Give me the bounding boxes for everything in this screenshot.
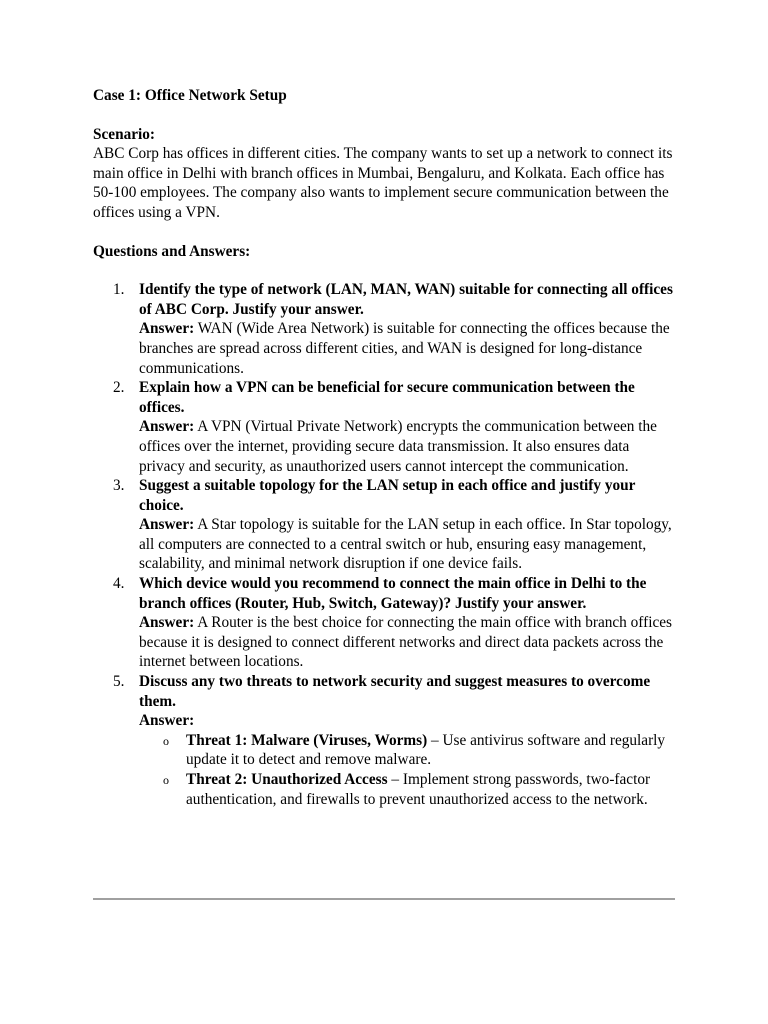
threat-name: Threat 1: Malware (Viruses, Worms) <box>186 731 428 749</box>
bullet-icon: o <box>163 773 169 787</box>
question-number: 3. <box>113 477 125 495</box>
document-body <box>93 86 675 809</box>
question-item-2 <box>93 378 675 476</box>
answer-block <box>139 613 675 672</box>
case-title: Case 1: Office Network Setup <box>93 87 287 104</box>
answer-label: Answer: <box>139 320 195 338</box>
answer-label: Answer: <box>139 614 195 632</box>
question-item-4 <box>93 574 675 672</box>
answer-block <box>139 515 675 574</box>
answer-label: Answer: <box>139 712 195 730</box>
threat-name: Threat 2: Unauthorized Access <box>186 771 388 788</box>
threat-item-1 <box>139 731 675 770</box>
question-number: 2. <box>113 379 125 397</box>
answer-block <box>139 319 675 378</box>
question-text: Which device would you recommend to connect the main office in Delhi to the branch offices (Router, Hub, Switch, Gateway)? Justify your answer. <box>139 575 647 612</box>
question-item-5 <box>93 672 675 809</box>
threat-measure: – Implement strong passwords, two-factor authentication, and firewalls to prevent unauthorized access to the network. <box>186 771 651 808</box>
question-item-3 <box>93 476 675 574</box>
question-number: 1. <box>113 281 125 299</box>
answer-block <box>139 417 675 476</box>
question-item-1 <box>93 280 675 378</box>
bullet-icon: o <box>163 733 169 748</box>
answer-text: A Router is the best choice for connecting the main office with branch offices because it is designed to connect different networks and direct data packets across the internet between locations. <box>139 614 672 671</box>
answer-label: Answer: <box>139 418 195 436</box>
qa-heading: Questions and Answers: <box>93 242 251 260</box>
answer-text: WAN (Wide Area Network) is suitable for connecting the offices because the branches are spread across different cities, and WAN is designed for long-distance communications. <box>139 320 670 377</box>
question-text: Suggest a suitable topology for the LAN setup in each office and justify your choice. <box>139 477 636 514</box>
question-number: 5. <box>113 673 125 691</box>
answer-label: Answer: <box>139 516 195 534</box>
threat-measure: – Use antivirus software and regularly update it to detect and remove malware. <box>186 731 666 769</box>
answer-text: A Star topology is suitable for the LAN setup in each office. In Star topology, all computers are connected to a central switch or hub, ensuring easy management, scalability, and minimal network disruption if one device fails. <box>139 516 672 573</box>
answer-text: A VPN (Virtual Private Network) encrypts the communication between the offices over the internet, providing secure data transmission. It also ensures data privacy and security, as unauthorized users cannot intercept the communication. <box>139 418 657 475</box>
question-number: 4. <box>113 575 125 593</box>
scenario-heading: Scenario: <box>93 125 156 143</box>
threat-item-2 <box>139 770 675 809</box>
question-text: Identify the type of network (LAN, MAN, WAN) suitable for connecting all offices of ABC Corp. Justify your answer. <box>139 281 673 318</box>
question-text: Discuss any two threats to network security and suggest measures to overcome them. <box>139 673 651 710</box>
horizontal-divider <box>93 898 675 900</box>
threat-list <box>139 731 675 809</box>
scenario-text: ABC Corp has offices in different cities. The company wants to set up a network to connect its main office in Delhi with branch offices in Mumbai, Bengaluru, and Kolkata. Each office has 50-100 employees. The company also wants to implement secure communication between the offices using a VPN. <box>93 145 673 221</box>
question-list <box>93 280 675 809</box>
question-text: Explain how a VPN can be beneficial for secure communication between the offices. <box>139 379 635 416</box>
